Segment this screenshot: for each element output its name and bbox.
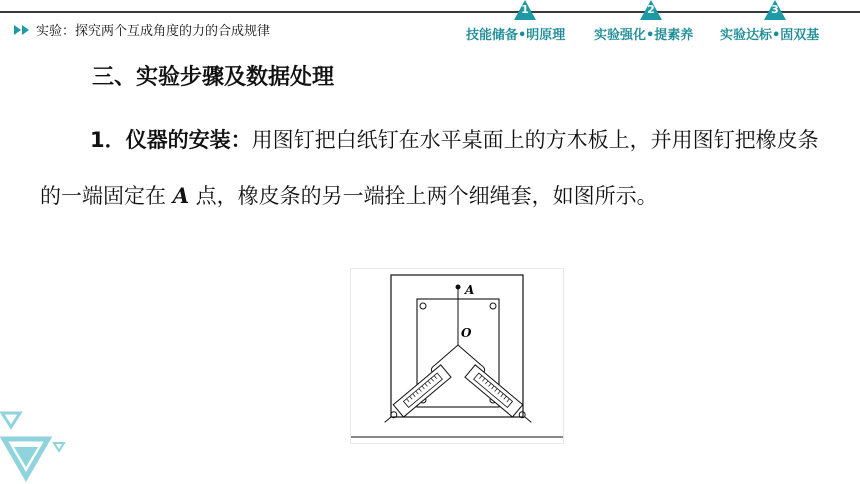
point-a-label: A <box>172 183 189 208</box>
step-text-1: 用图钉把白纸钉在水平桌面上的方木板上，并用图钉把橡皮条的一端固定在 <box>40 128 819 208</box>
play-icon <box>22 25 29 35</box>
pin-icon <box>420 303 426 309</box>
step-text-2: 点，橡皮条的另一端拴上两个细绳套，如图所示。 <box>195 184 658 208</box>
tab-number-badge <box>514 0 536 20</box>
string-left <box>435 345 458 365</box>
pin-icon <box>490 303 496 309</box>
header-rule <box>0 11 860 13</box>
tab-label: 实验强化•提素养 <box>594 28 694 43</box>
play-icon <box>14 25 21 35</box>
tab-label: 实验达标•固双基 <box>720 28 820 43</box>
tab-label: 技能储备•明原理 <box>466 28 566 43</box>
tab-number: 3 <box>771 3 779 16</box>
lesson-breadcrumb[interactable] <box>14 20 270 39</box>
tab-number: 2 <box>647 3 655 16</box>
string-right <box>458 345 481 365</box>
decorative-triangles-icon <box>0 405 80 484</box>
spring-scale-left <box>379 365 451 429</box>
lesson-title: 实验：探究两个互成角度的力的合成规律 <box>36 24 271 39</box>
top-bar <box>0 0 860 46</box>
figure-label-o: O <box>461 326 472 340</box>
step-paragraph <box>40 112 830 224</box>
apparatus-figure <box>350 268 564 444</box>
tab-number-badge <box>764 0 786 20</box>
tab-number: 1 <box>521 3 529 16</box>
figure-label-a: A <box>465 283 475 297</box>
spring-scale-right <box>465 365 537 429</box>
step-lead: 1．仪器的安装： <box>90 128 252 152</box>
section-heading: 三、实验步骤及数据处理 <box>92 65 335 90</box>
tab-number-badge <box>640 0 662 20</box>
apparatus-diagram <box>351 269 563 443</box>
